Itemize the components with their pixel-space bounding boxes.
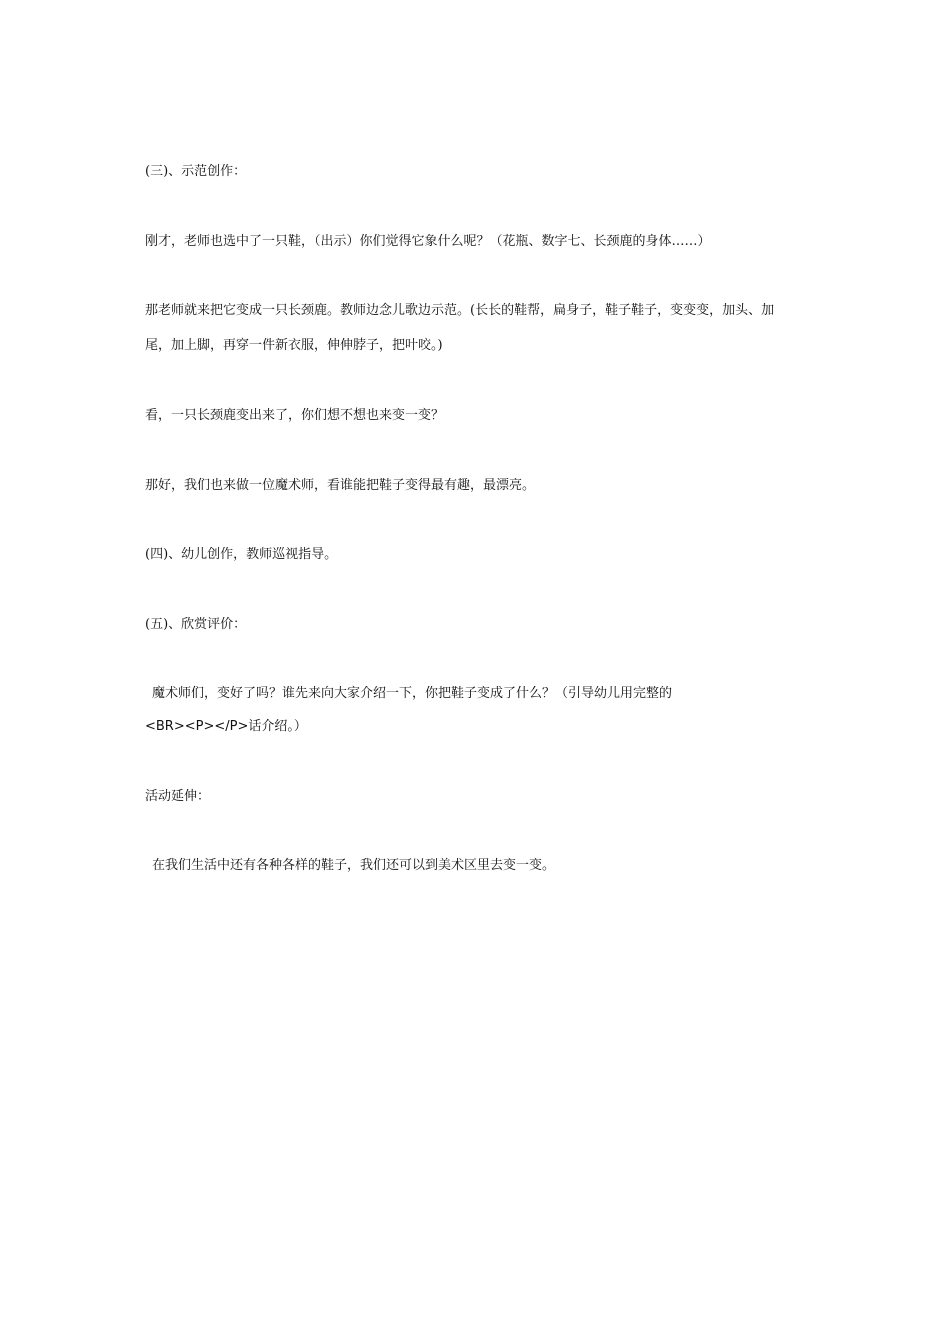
- paragraph-5-line-1: 魔术师们，变好了吗？谁先来向大家介绍一下，你把鞋子变成了什么？（引导幼儿用完整的: [152, 686, 673, 701]
- section-5-heading: (五)、欣赏评价：: [145, 617, 247, 632]
- paragraph-1: 刚才，老师也选中了一只鞋，（出示）你们觉得它象什么呢？（花瓶、数字七、长颈鹿的身体……）: [145, 234, 711, 249]
- paragraph-3: 看，一只长颈鹿变出来了，你们想不想也来变一变？: [145, 408, 445, 423]
- paragraph-4: 那好，我们也来做一位魔术师，看谁能把鞋子变得最有趣，最漂亮。: [145, 478, 536, 493]
- paragraph-2-line-2: 尾，加上脚，再穿一件新衣服，伸伸脖子，把叶咬。): [145, 338, 443, 353]
- section-3-heading: (三)、示范创作：: [145, 164, 247, 179]
- paragraph-5-line-2: [145, 718, 307, 736]
- paragraph-2-line-1: 那老师就来把它变成一只长颈鹿。教师边念儿歌边示范。(长长的鞋帮，扁身子，鞋子鞋子，变变变，加头、加: [145, 303, 775, 318]
- extension-heading: 活动延伸：: [145, 789, 211, 804]
- html-tag-text: <BR><P></P>: [145, 719, 249, 734]
- paragraph-5-line-2-text: 话介绍。）: [248, 719, 307, 734]
- section-4-heading: (四)、幼儿创作，教师巡视指导。: [145, 547, 338, 562]
- paragraph-6: 在我们生活中还有各种各样的鞋子，我们还可以到美术区里去变一变。: [152, 858, 556, 873]
